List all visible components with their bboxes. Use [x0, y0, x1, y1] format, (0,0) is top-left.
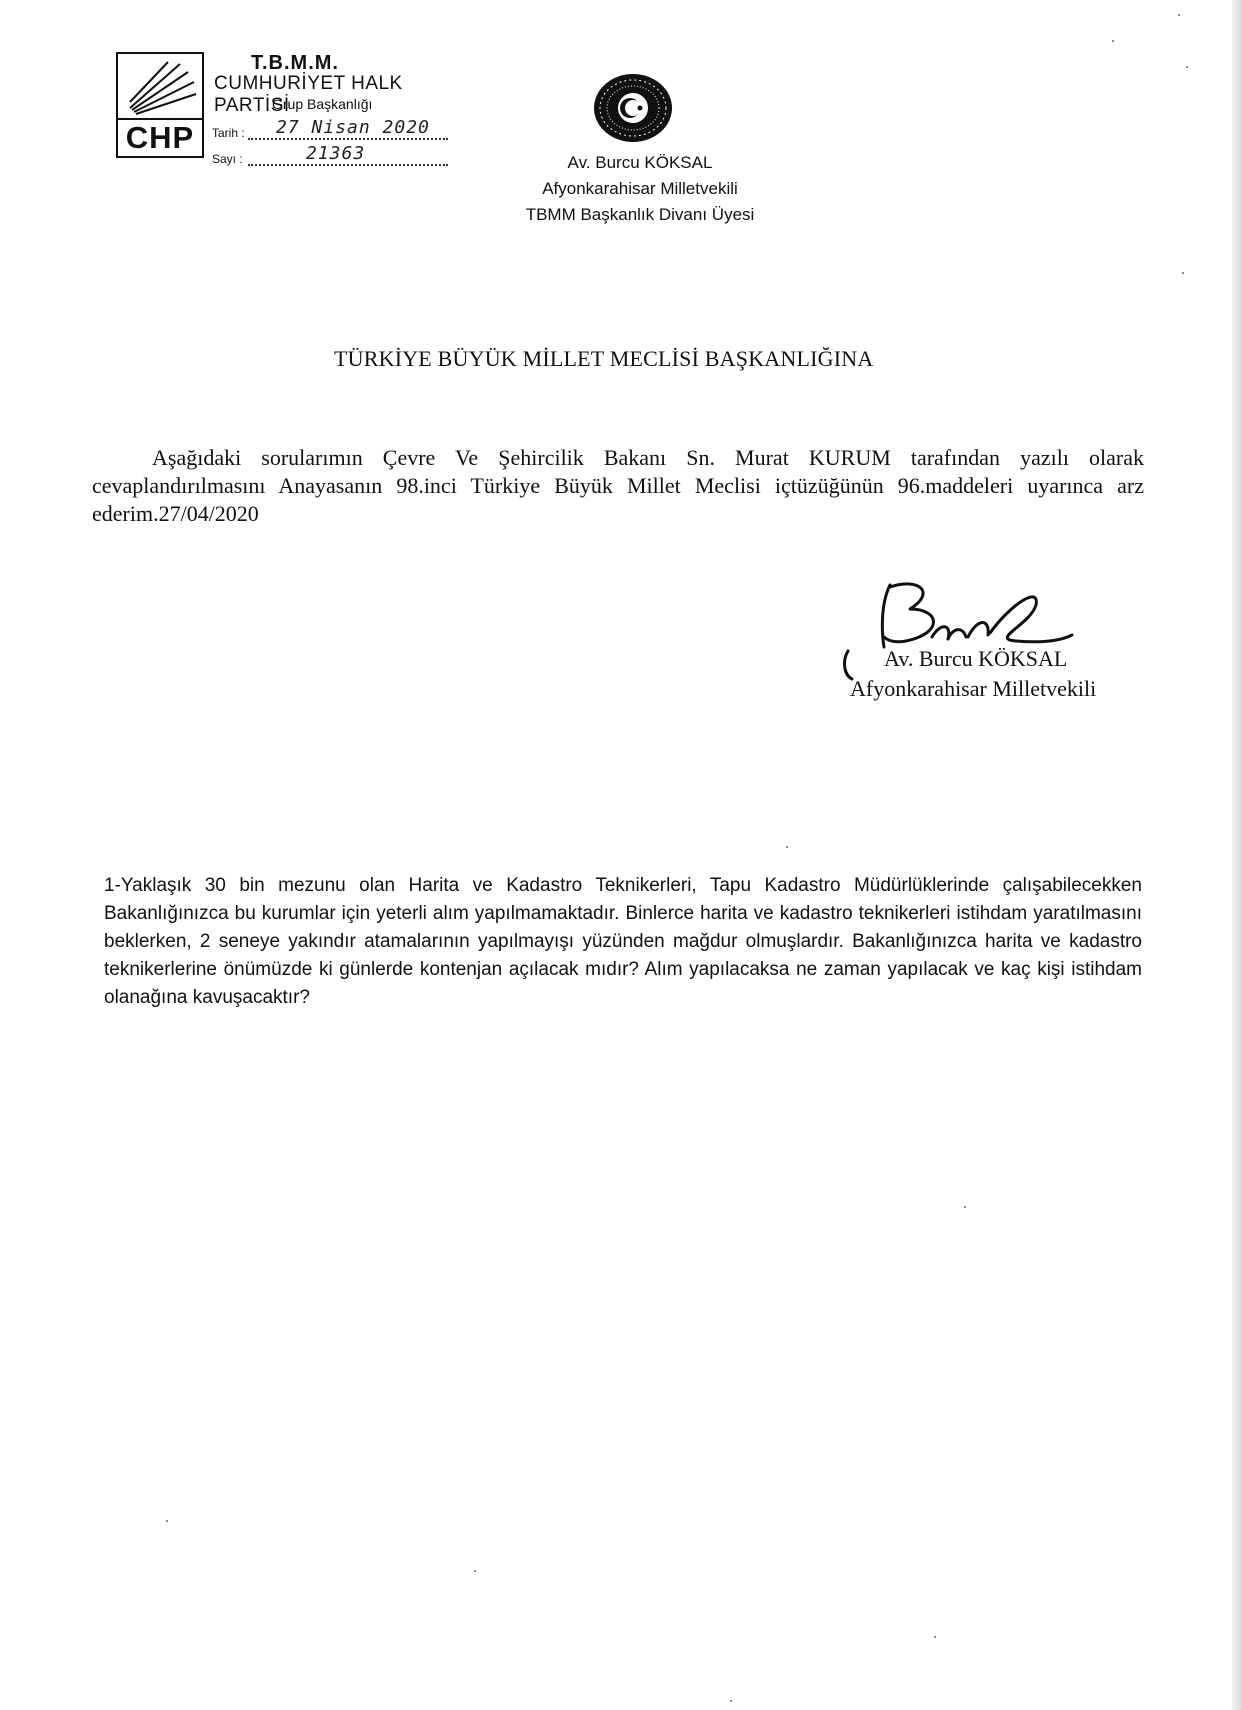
stamp-date-value: 27 Nisan 2020: [276, 117, 430, 138]
scan-speck: [1186, 66, 1188, 68]
received-stamp: [116, 52, 456, 164]
scan-speck: [166, 1520, 168, 1522]
letter-heading: TÜRKİYE BÜYÜK MİLLET MECLİSİ BAŞKANLIĞINA: [334, 346, 874, 371]
scan-speck: [730, 1700, 732, 1702]
stamp-party: CUMHURİYET HALK PARTİSİ: [214, 73, 403, 116]
tbmm-emblem-icon: [592, 72, 674, 144]
scan-speck: [1178, 14, 1180, 16]
stamp-date-label: Tarih :: [212, 126, 245, 140]
chp-logo: [116, 52, 204, 158]
stamp-date-row: [212, 118, 448, 140]
intro-text: Aşağıdaki sorularımın Çevre Ve Şehircilik Bakanı Sn. Murat KURUM tarafından yazılı olarak cevaplandırılmasını Anayasanın 98.inci Türkiye Büyük Millet Meclisi içtüzüğünün 96.maddeleri uyarınca arz ederim.27/04/2020: [92, 445, 1144, 526]
rays-icon: [122, 58, 200, 116]
sender-header: [500, 150, 780, 228]
header-office: TBMM Başkanlık Divanı Üyesi: [525, 205, 755, 224]
scan-speck: [964, 1206, 966, 1208]
scan-speck: [474, 1570, 476, 1572]
stamp-title: T.B.M.M.: [251, 52, 339, 74]
intro-paragraph: [92, 444, 1144, 528]
header-name: Av. Burcu KÖKSAL: [567, 153, 713, 172]
header-role: Afyonkarahisar Milletvekili: [542, 179, 738, 198]
signer-role: Afyonkarahisar Milletvekili: [850, 676, 1097, 701]
stamp-number-label: Sayı :: [212, 152, 243, 166]
signer-name: Av. Burcu KÖKSAL: [884, 646, 1068, 671]
stamp-number-row: [212, 144, 448, 166]
scan-speck: [934, 1636, 936, 1638]
stamp-number-value: 21363: [306, 143, 366, 164]
scan-speck: [786, 846, 788, 848]
scan-speck: [1182, 272, 1184, 274]
question-1: 1-Yaklaşık 30 bin mezunu olan Harita ve Kadastro Teknikerleri, Tapu Kadastro Müdürlüklerinde çalışabilecekken Bakanlığınızca bu kurumlar için yeterli alım yapılmamaktadır. Binlerce harita ve kadastro teknikerleri istihdam yaratılmasını beklerken, 2 seneye yakındır atamalarının yapılmayışı yüzünden mağdur olmuşlardır. Bakanlığınızca harita ve kadastro teknikerlerine önümüzde ki günlerde kontenjan açılacak mıdır? Alım yapılacaksa ne zaman yapılacak ve kaç kişi istihdam olanağına kavuşacaktır?: [104, 875, 1142, 1008]
stamp-group: Grup Başkanlığı: [272, 96, 373, 112]
scan-speck: [1112, 40, 1114, 42]
stamp-logo-text: CHP: [118, 118, 202, 156]
page-edge: [1232, 0, 1242, 1710]
